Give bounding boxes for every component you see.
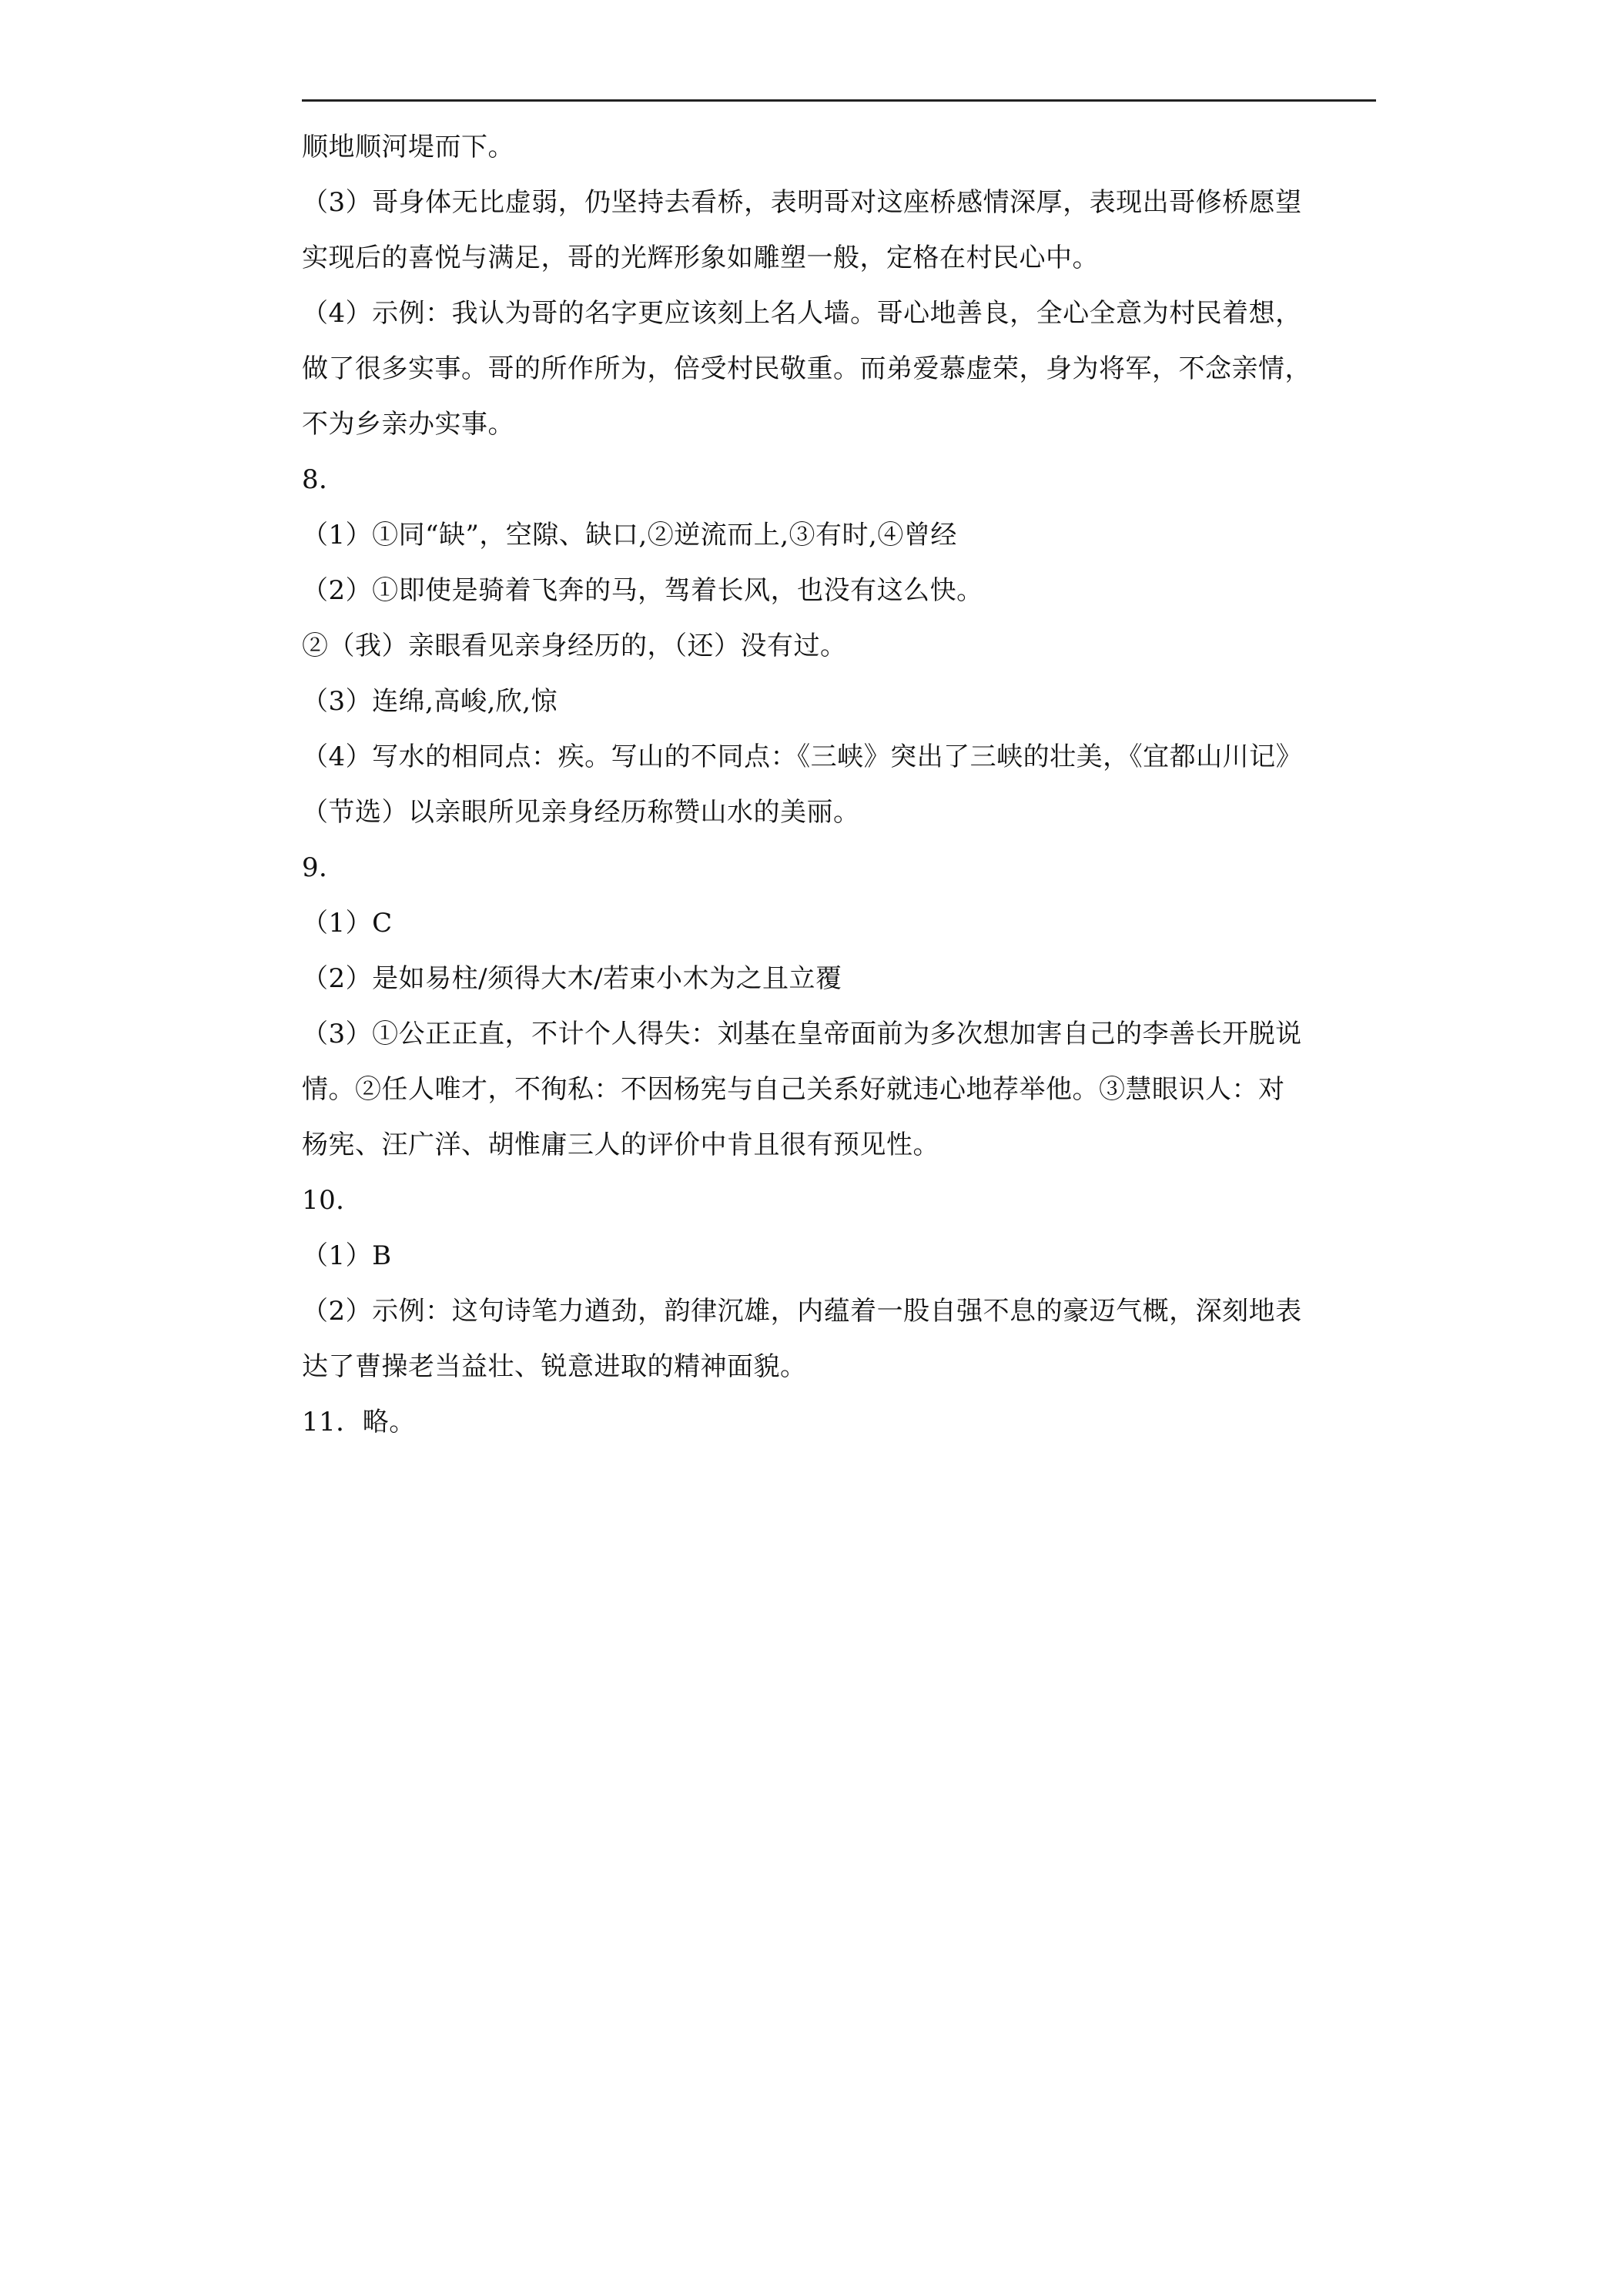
text-line: （3）①公正正直，不计个人得失：刘基在皇帝面前为多次想加害自己的李善长开脱说 [302,1019,1302,1049]
header-rule [302,99,1376,102]
text-line: （节选）以亲眼所见亲身经历称赞山水的美丽。 [302,797,860,828]
question-number: 8． [302,464,346,495]
text-line: （2）示例：这句诗笔力遒劲，韵律沉雄，内蕴着一股自强不息的豪迈气概，深刻地表 [302,1296,1302,1327]
text-line: ②（我）亲眼看见亲身经历的，（还）没有过。 [302,631,847,661]
text-line: （4）示例：我认为哥的名字更应该刻上名人墙。哥心地善良，全心全意为村民着想， [302,298,1302,329]
question-number: 11．略。 [302,1407,416,1438]
text-line: （2）是如易柱/须得大木/若束小木为之且立覆 [302,963,842,994]
text-line: 实现后的喜悦与满足，哥的光辉形象如雕塑一般，定格在村民心中。 [302,243,1099,273]
text-line: 情。②任人唯才，不徇私：不因杨宪与自己关系好就违心地荐举他。③慧眼识人：对 [302,1074,1285,1105]
text-line: 顺地顺河堤而下。 [302,132,514,162]
text-line: 杨宪、汪广洋、胡惟庸三人的评价中肯且很有预见性。 [302,1130,939,1160]
text-line: （3）连绵,高峻,欣,惊 [302,686,558,717]
text-line: （4）写水的相同点：疾。写山的不同点：《三峡》突出了三峡的壮美，《宜都山川记》 [302,741,1303,772]
text-line: （1）C [302,908,393,939]
text-line: 不为乡亲办实事。 [302,409,514,440]
question-number: 10． [302,1185,363,1216]
text-line: （1）B [302,1240,392,1271]
answer-text-block [302,119,1376,1450]
text-line: 做了很多实事。哥的所作所为，倍受村民敬重。而弟爱慕虚荣，身为将军，不念亲情， [302,353,1311,384]
text-line: （2）①即使是骑着飞奔的马，驾着长风，也没有这么快。 [302,575,983,606]
text-line: （3）哥身体无比虚弱，仍坚持去看桥，表明哥对这座桥感情深厚，表现出哥修桥愿望 [302,187,1302,218]
text-line: （1）①同“缺”，空隙、缺口,②逆流而上,③有时,④曾经 [302,520,957,551]
text-line: 达了曹操老当益壮、锐意进取的精神面貌。 [302,1351,807,1382]
question-number: 9． [302,852,346,883]
